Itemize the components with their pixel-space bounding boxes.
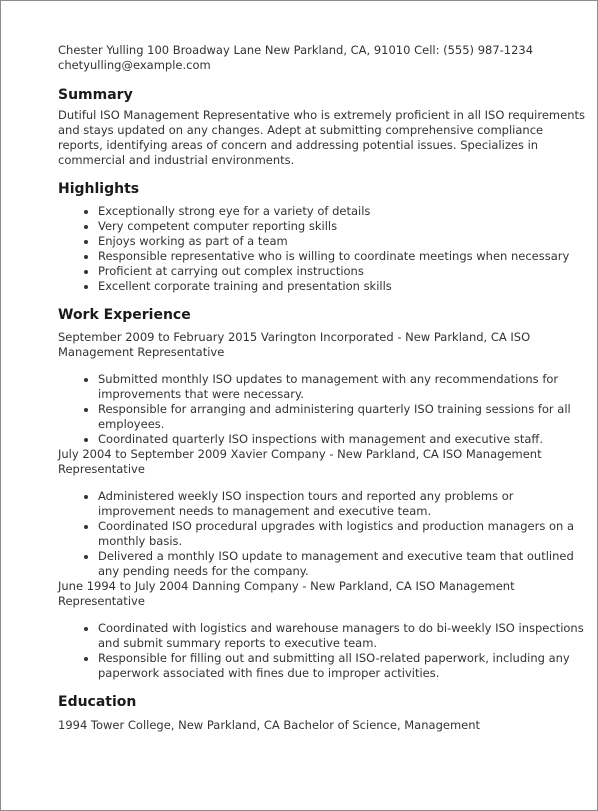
- summary-section: [58, 86, 586, 168]
- list-item: • Responsible for filling out and submitting all ISO-related paperwork, including any paperwork associated with fines due to improper activities.: [98, 651, 586, 681]
- list-item: • Coordinated ISO procedural upgrades with logistics and production managers on a monthly basis.: [98, 519, 586, 549]
- contact-email: chetyulling@example.com: [58, 58, 211, 72]
- job-entry: [58, 447, 586, 579]
- job-title: June 1994 to July 2004 Danning Company - New Parkland, CA ISO Management Representative: [58, 579, 515, 608]
- list-item: • Enjoys working as part of a team: [98, 234, 586, 249]
- work-experience-section: [58, 306, 586, 681]
- list-item: • Exceptionally strong eye for a variety of details: [98, 204, 586, 219]
- list-item: • Delivered a monthly ISO update to management and executive team that outlined any pending needs for the company.: [98, 549, 586, 579]
- list-item: • Administered weekly ISO inspection tours and reported any problems or improvement needs to management and executive team.: [98, 489, 586, 519]
- summary-heading: Summary: [58, 87, 133, 103]
- job-entry: [58, 330, 586, 447]
- education-section: [58, 693, 586, 733]
- job-title: September 2009 to February 2015 Varington Incorporated - New Parkland, CA ISO Management Representative: [58, 330, 531, 359]
- job-title: July 2004 to September 2009 Xavier Company - New Parkland, CA ISO Management Representative: [58, 447, 542, 476]
- job-duties-list: [58, 372, 586, 447]
- contact-line: Chester Yulling 100 Broadway Lane New Parkland, CA, 91010 Cell: (555) 987-1234: [58, 43, 534, 57]
- list-item: • Very competent computer reporting skills: [98, 219, 586, 234]
- education-line: 1994 Tower College, New Parkland, CA Bachelor of Science, Management: [58, 718, 481, 732]
- summary-text: Dutiful ISO Management Representative who is extremely proficient in all ISO requirements and stays updated on any changes. Adept at submitting comprehensive compliance reports, identifying areas of concern and addressing potential issues. Specializes in commercial and industrial environments.: [58, 108, 585, 167]
- highlights-heading: Highlights: [58, 181, 140, 197]
- job-entry: [58, 579, 586, 681]
- work-experience-heading: Work Experience: [58, 307, 191, 323]
- list-item: • Responsible for arranging and administering quarterly ISO training sessions for all employees.: [98, 402, 586, 432]
- list-item: • Coordinated with logistics and warehouse managers to do bi-weekly ISO inspections and submit summary reports to executive team.: [98, 621, 586, 651]
- list-item: • Submitted monthly ISO updates to management with any recommendations for improvements that were necessary.: [98, 372, 586, 402]
- highlights-section: [58, 180, 586, 294]
- highlights-list: [58, 204, 586, 294]
- list-item: • Coordinated quarterly ISO inspections with management and executive staff.: [98, 432, 586, 447]
- list-item: • Excellent corporate training and presentation skills: [98, 279, 586, 294]
- job-duties-list: [58, 621, 586, 681]
- list-item: • Responsible representative who is willing to coordinate meetings when necessary: [98, 249, 586, 264]
- resume-content: [58, 43, 586, 733]
- list-item: • Proficient at carrying out complex instructions: [98, 264, 586, 279]
- education-heading: Education: [58, 694, 137, 710]
- job-duties-list: [58, 489, 586, 579]
- contact-block: [58, 43, 586, 73]
